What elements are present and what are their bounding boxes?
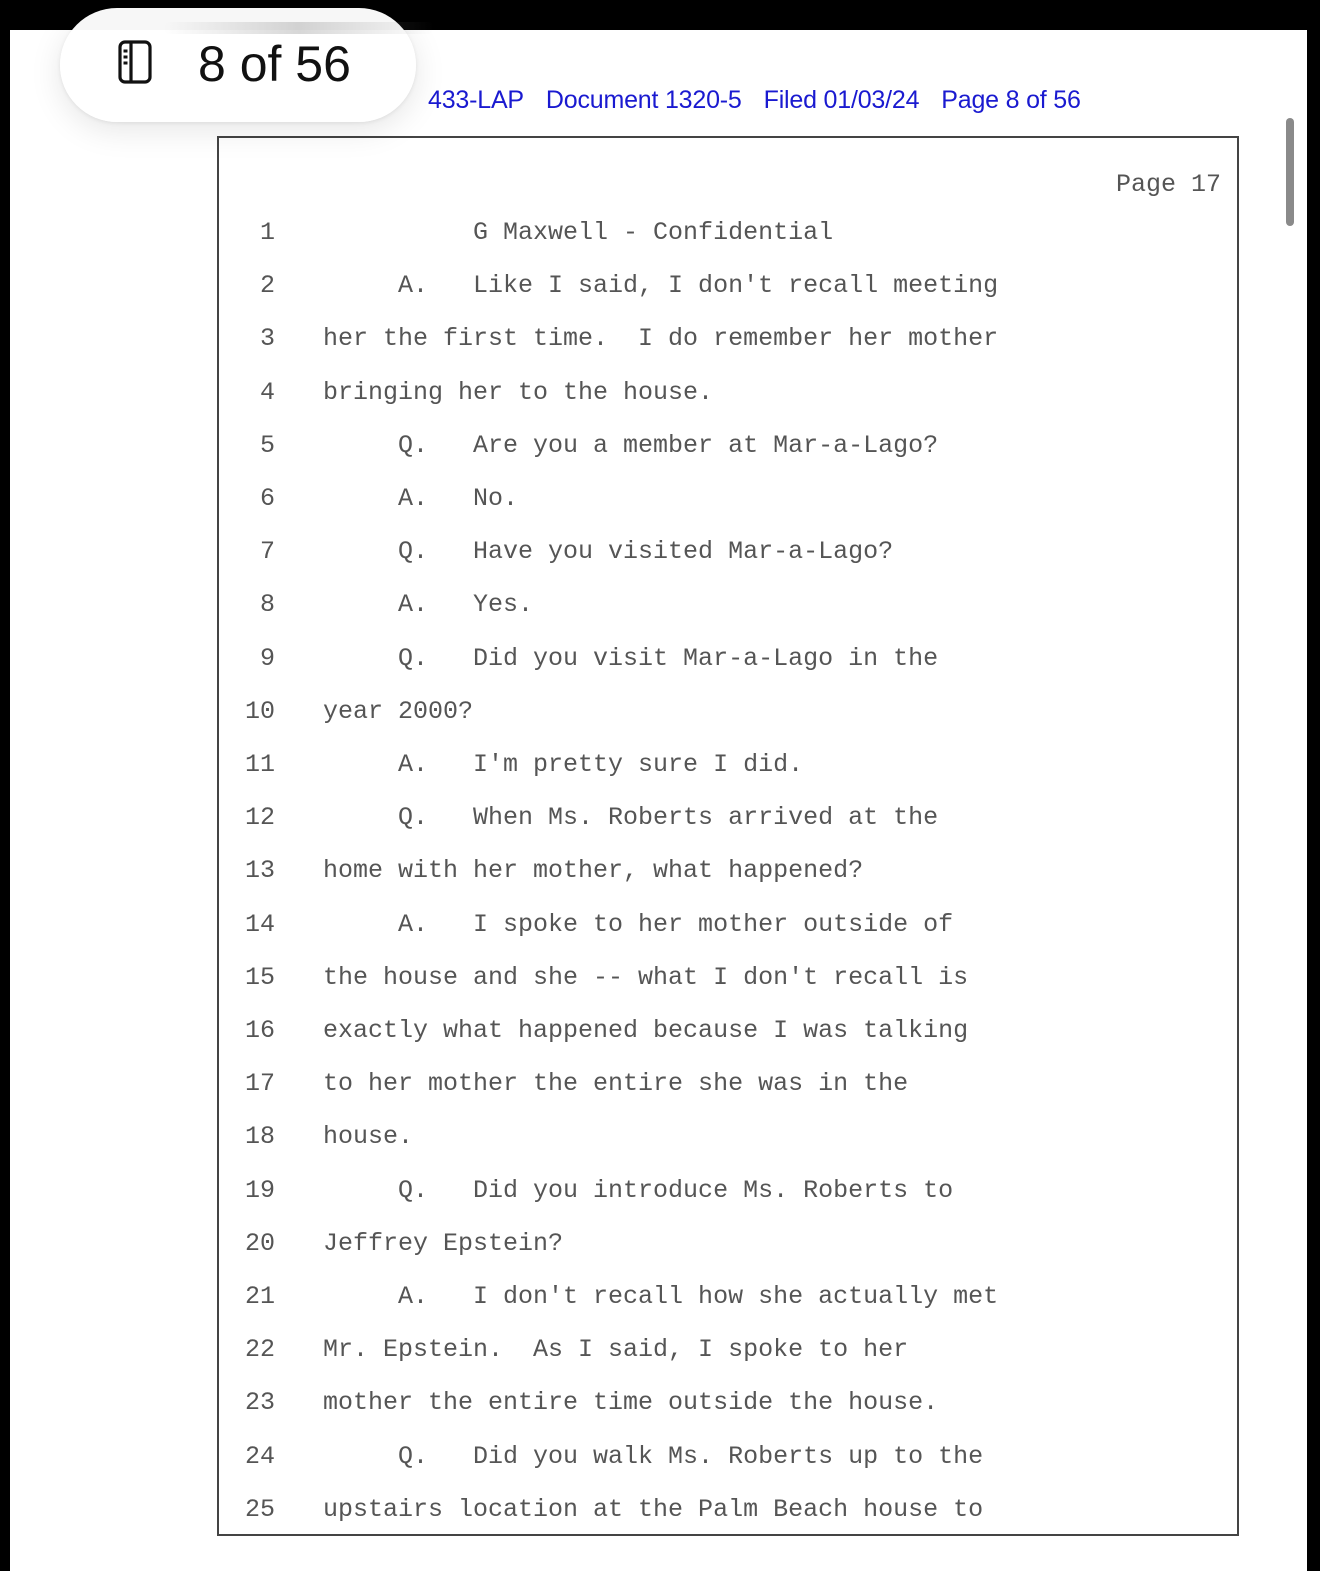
line-number: 16: [244, 1016, 275, 1045]
line-number: 21: [244, 1282, 275, 1311]
line-number: 4: [259, 377, 275, 407]
transcript-line: [219, 1176, 1219, 1206]
line-number: 12: [244, 803, 275, 833]
line-number: 6: [259, 484, 275, 513]
header-page: Page 8 of 56: [941, 86, 1081, 114]
line-text: the house and she -- what I don't recall is: [323, 962, 969, 992]
line-number: 23: [244, 1388, 275, 1418]
line-text: A. I spoke to her mother outside of: [323, 909, 954, 939]
transcript-line: [219, 1229, 1219, 1259]
line-number: 25: [244, 1494, 275, 1524]
line-text: A. I'm pretty sure I did.: [323, 750, 804, 779]
sidebar-icon[interactable]: [118, 40, 152, 89]
line-text: exactly what happened because I was talking: [323, 1016, 969, 1045]
line-number: 3: [259, 324, 275, 354]
line-text: Q. When Ms. Roberts arrived at the: [323, 803, 939, 833]
transcript-line: [219, 856, 1219, 886]
transcript-line: [219, 431, 1219, 461]
transcript-line: [219, 378, 1219, 408]
line-number: 2: [259, 271, 275, 301]
pdf-viewer: [10, 30, 1307, 1571]
transcript-page: [217, 136, 1239, 1536]
line-number: 15: [244, 962, 275, 992]
transcript-line: [219, 910, 1219, 940]
transcript-line: [219, 803, 1219, 833]
line-number: 17: [244, 1069, 275, 1099]
line-number: 11: [244, 750, 275, 779]
line-number: 18: [244, 1122, 275, 1152]
scrollbar[interactable]: [1286, 118, 1294, 226]
line-text: bringing her to the house.: [323, 377, 714, 407]
transcript-line: [219, 1016, 1219, 1046]
line-number: 9: [259, 643, 275, 673]
line-number: 7: [259, 537, 275, 567]
line-number: 1: [259, 218, 275, 247]
line-text: house.: [323, 1122, 414, 1152]
transcript-line: [219, 697, 1219, 727]
line-text: to her mother the entire she was in the: [323, 1069, 909, 1099]
line-text: mother the entire time outside the house.: [323, 1388, 939, 1418]
transcript-line: [219, 644, 1219, 674]
line-text: A. No.: [323, 484, 519, 513]
transcript-line: [219, 324, 1219, 354]
transcript-line: [219, 1335, 1219, 1365]
page-indicator-text: 8 of 56: [198, 36, 351, 92]
line-text: A. Yes.: [323, 590, 534, 620]
line-number: 10: [244, 696, 275, 726]
line-number: 14: [244, 909, 275, 939]
transcript-line: [219, 1069, 1219, 1099]
page-label: Page 17: [1115, 170, 1221, 199]
line-text: year 2000?: [323, 696, 474, 726]
transcript-line: [219, 590, 1219, 620]
transcript-line: [219, 1122, 1219, 1152]
line-number: 8: [259, 590, 275, 620]
document-id: Document 1320-5: [545, 86, 742, 114]
line-text: her the first time. I do remember her mother: [323, 324, 999, 354]
line-number: 5: [259, 430, 275, 460]
transcript-line: [219, 1388, 1219, 1418]
line-number: 19: [244, 1175, 275, 1205]
line-text: A. I don't recall how she actually met: [323, 1282, 999, 1311]
transcript-line: [219, 484, 1219, 514]
line-text: Jeffrey Epstein?: [323, 1228, 564, 1258]
transcript-line: [219, 750, 1219, 780]
case-number: 433-LAP: [428, 86, 524, 114]
line-number: 20: [244, 1228, 275, 1258]
line-text: Mr. Epstein. As I said, I spoke to her: [323, 1335, 909, 1365]
line-number: 24: [244, 1441, 275, 1471]
line-text: home with her mother, what happened?: [323, 856, 864, 886]
line-text: Q. Did you visit Mar-a-Lago in the: [323, 643, 939, 673]
pill-highlight: [164, 22, 434, 34]
line-text: Q. Did you introduce Ms. Roberts to: [323, 1175, 954, 1205]
transcript-line: [219, 1495, 1219, 1525]
line-text: A. Like I said, I don't recall meeting: [323, 271, 999, 301]
filed-date: Filed 01/03/24: [763, 86, 920, 114]
transcript-line: [219, 537, 1219, 567]
transcript-line: [219, 218, 1219, 248]
line-number: 13: [244, 856, 275, 886]
line-text: Q. Did you walk Ms. Roberts up to the: [323, 1441, 984, 1471]
document-header: [428, 86, 1103, 115]
transcript-line: [219, 963, 1219, 993]
line-text: upstairs location at the Palm Beach house to: [323, 1494, 984, 1524]
transcript-line: [219, 1442, 1219, 1472]
transcript-line: [219, 1282, 1219, 1312]
line-text: Q. Are you a member at Mar-a-Lago?: [323, 430, 939, 460]
line-text: Q. Have you visited Mar-a-Lago?: [323, 537, 894, 567]
line-number: 22: [244, 1335, 275, 1365]
line-text: G Maxwell - Confidential: [323, 218, 834, 247]
transcript-line: [219, 271, 1219, 301]
